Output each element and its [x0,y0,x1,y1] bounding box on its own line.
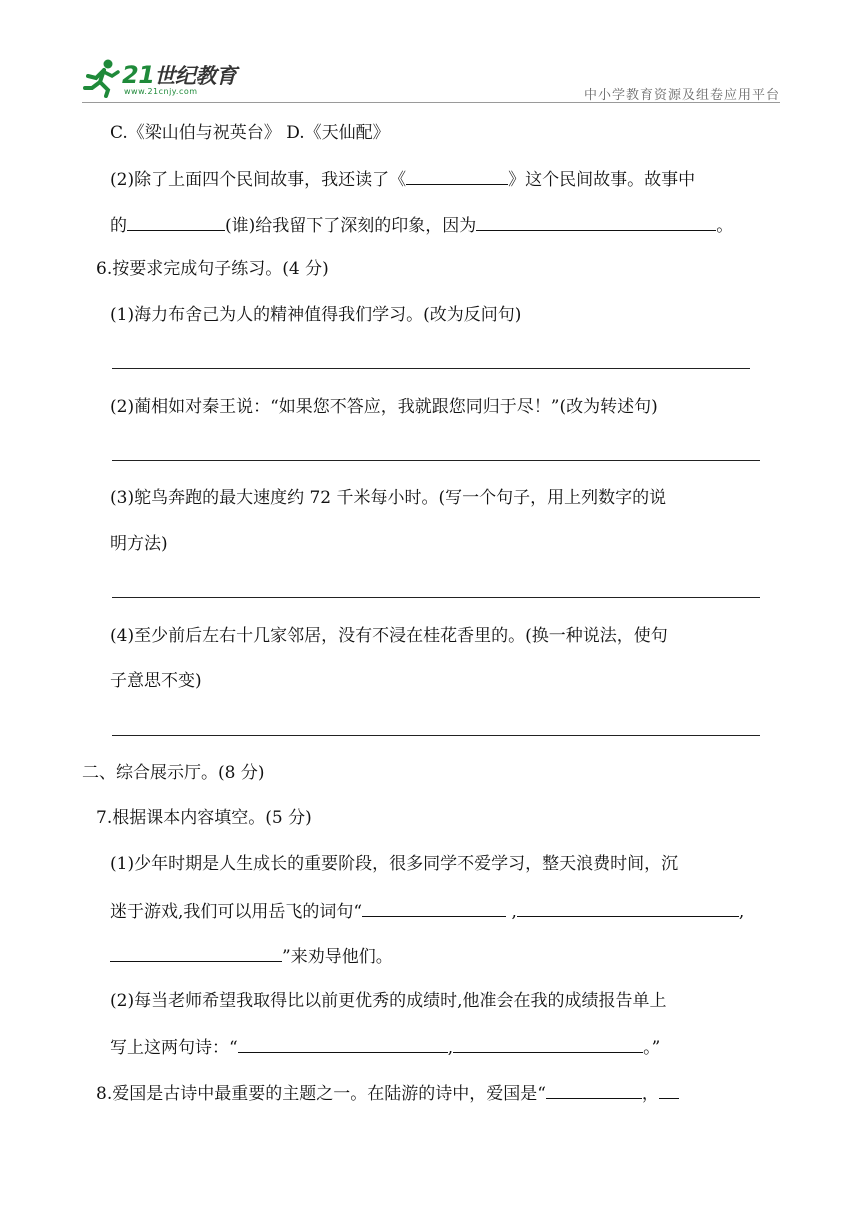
q6-sentence4-line1: (4)至少前后左右十几家邻居，没有不浸在桂花香里的。(换一种说法，使句 [110,626,668,646]
q8-blank-1[interactable] [546,1080,642,1099]
q7-part1-line2: 迷于游戏,我们可以用岳飞的词句“ , , [110,898,744,924]
q8-blank-2[interactable] [659,1080,679,1099]
q5-part2-line1: (2)除了上面四个民间故事，我还读了《 》这个民间故事。故事中 [110,166,695,192]
q7-poem-blank-2[interactable] [453,1034,643,1053]
q6-sentence1: (1)海力布舍己为人的精神值得我们学习。(改为反问句) [110,305,522,325]
q7-part1-line1: (1)少年时期是人生成长的重要阶段，很多同学不爱学习，整天浪费时间，沉 [110,854,679,874]
q5-story-blank[interactable] [406,166,508,185]
q7-verse-blank-3[interactable] [110,943,282,962]
q6-answer-line-1[interactable] [112,368,750,369]
q6-answer-line-4[interactable] [112,735,760,736]
header-tagline: 中小学教育资源及组卷应用平台 [583,88,780,103]
q7-verse-blank-1[interactable] [362,898,506,917]
page-header [82,50,780,106]
q6-sentence2: (2)蔺相如对秦王说：“如果您不答应，我就跟您同归于尽！”(改为转述句) [110,397,658,417]
header-divider [82,102,780,103]
logo-wordmark: 21世纪教育 [122,61,237,89]
runner-icon [82,58,122,98]
q7-part2-line2: 写上这两句诗：“ , 。” [110,1034,660,1060]
q7-title: 7.根据课本内容填空。(5 分) [96,808,312,828]
q6-sentence3-line2: 明方法) [110,534,168,554]
q7-part1-line3: ”来劝导他们。 [110,943,393,969]
q6-sentence4-line2: 子意思不变) [110,671,202,691]
q5-reason-blank[interactable] [476,212,716,231]
q8-line1: 8.爱国是古诗中最重要的主题之一。在陆游的诗中，爱国是“ ， [96,1080,679,1106]
q6-answer-line-3[interactable] [112,597,760,598]
q5-character-blank[interactable] [127,212,225,231]
section2-title: 二、综合展示厅。(8 分) [82,763,265,783]
q5-options-cd: C.《梁山伯与祝英台》 D.《天仙配》 [110,123,390,143]
q6-title: 6.按要求完成句子练习。(4 分) [96,259,329,279]
q7-poem-blank-1[interactable] [238,1034,448,1053]
q7-verse-blank-2[interactable] [517,898,739,917]
site-logo [82,58,262,102]
q6-sentence3-line1: (3)鸵鸟奔跑的最大速度约 72 千米每小时。(写一个句子，用上列数字的说 [110,488,667,508]
q6-answer-line-2[interactable] [112,460,760,461]
logo-url: www.21cnjy.com [124,87,198,96]
q5-part2-line2: 的 (谁)给我留下了深刻的印象，因为 。 [110,212,733,238]
q7-part2-line1: (2)每当老师希望我取得比以前更优秀的成绩时,他准会在我的成绩报告单上 [110,991,667,1011]
